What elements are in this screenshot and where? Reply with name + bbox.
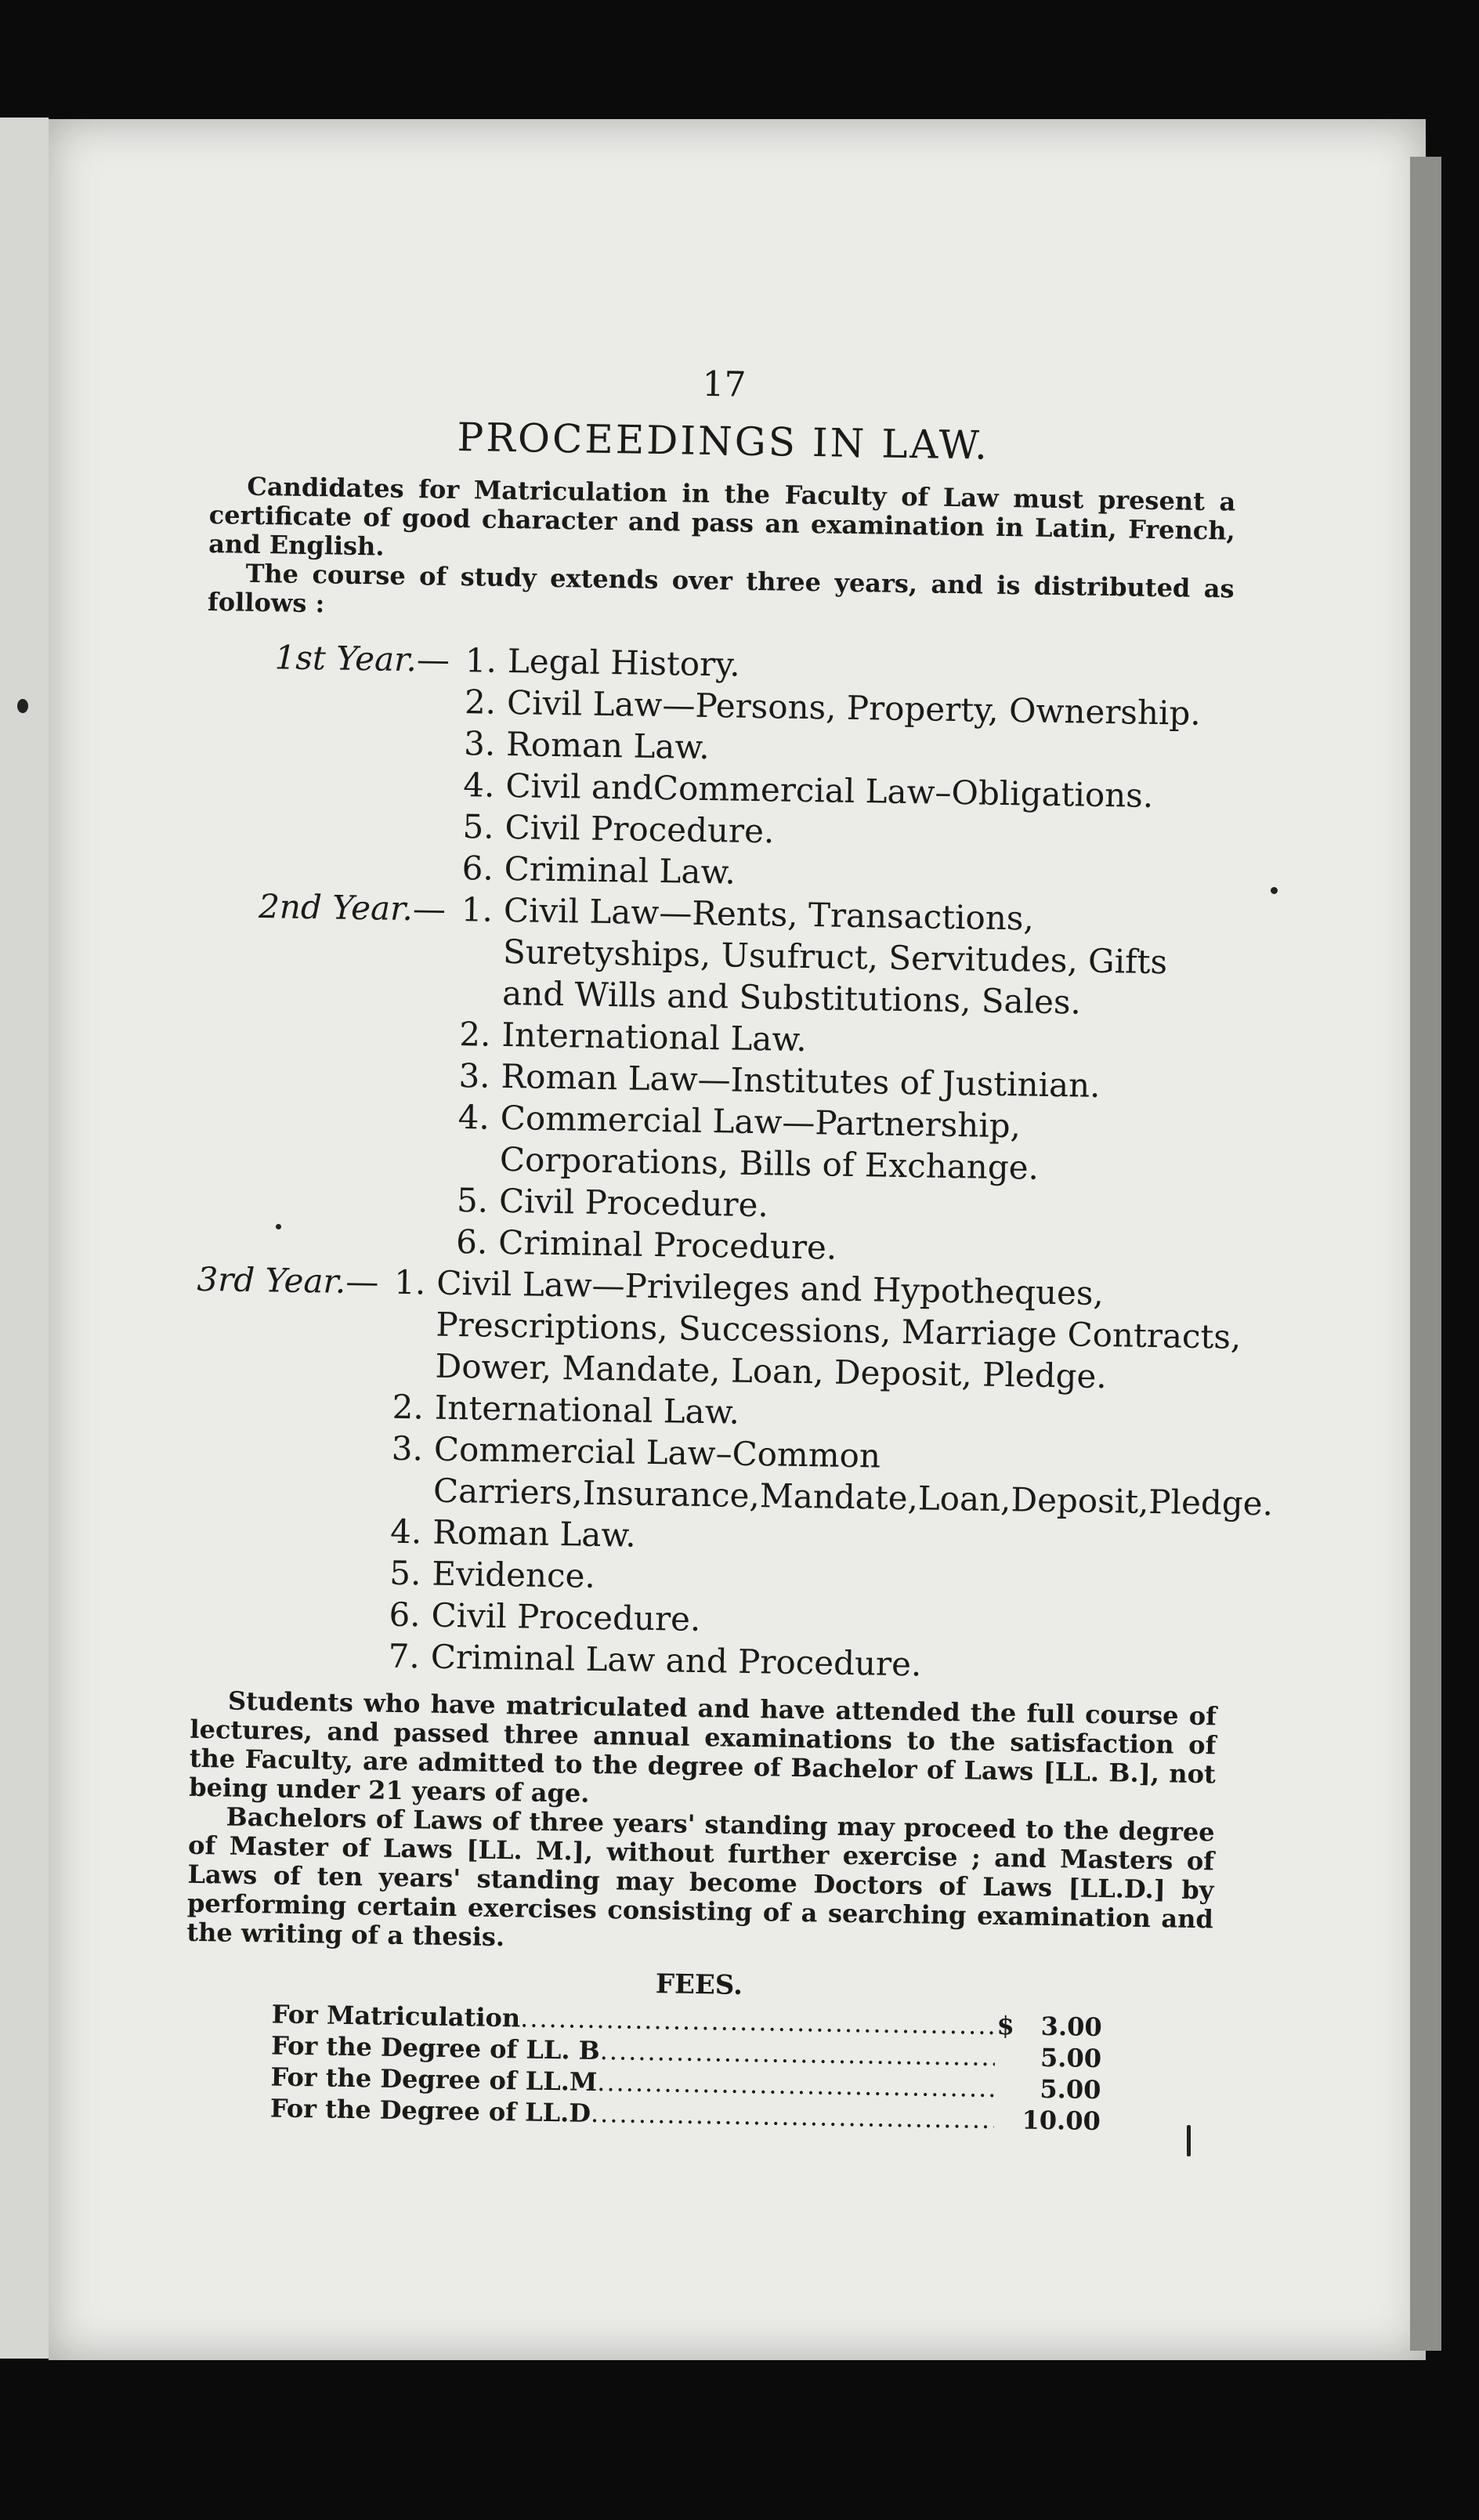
page-spine bbox=[0, 118, 49, 2359]
year-label: 2nd Year.— bbox=[258, 887, 447, 929]
course-list bbox=[442, 889, 1229, 1275]
year-block bbox=[191, 1258, 1274, 1690]
course-item: 6. Civil Procedure. bbox=[389, 1595, 701, 1639]
fees-heading: FEES. bbox=[655, 1968, 743, 2001]
page-right-edge bbox=[1410, 157, 1441, 2351]
course-item: 1. Civil Law—Rents, Transactions, Suretyships, Usufruct, Servitudes, Gifts and Wills and Substitutions, Sales. bbox=[461, 890, 1168, 1022]
course-item: 5. Evidence. bbox=[389, 1553, 596, 1595]
course-item: 6. Criminal Procedure. bbox=[455, 1222, 837, 1267]
course-item: 2. Civil Law—Persons, Property, Ownership. bbox=[464, 682, 1202, 733]
course-item: 3. Commercial Law–Common Carriers,Insurance,Mandate,Loan,Deposit,Pledge. bbox=[391, 1428, 1274, 1523]
course-item: 2. International Law. bbox=[458, 1015, 808, 1059]
closing-paragraph: Students who have matriculated and have attended the full course of lectures, and passed three annual examinations to the satisfaction of the Faculty, are admitted to the degree of Bachelor of Laws [LL. B.], not being under 21 years of age. bbox=[189, 1685, 1217, 1809]
course-item: 1. Civil Law—Privileges and Hypotheques, Prescriptions, Successions, Marriage Contracts, Dower, Mandate, Loan, Deposit, Pledge. bbox=[393, 1262, 1242, 1396]
year-label: 1st Year.— bbox=[274, 638, 450, 679]
course-item: 5. Civil Procedure. bbox=[456, 1181, 769, 1225]
course-list bbox=[447, 639, 1233, 901]
course-item: 5. Civil Procedure. bbox=[462, 807, 775, 851]
fee-row: For Matriculation ..... $ 3.00 bbox=[271, 1998, 1101, 2043]
course-item: 4. Civil andCommercial Law–Obligations. bbox=[462, 766, 1154, 815]
fee-row: For the Degree of LL. B ..... 5.00 bbox=[271, 2029, 1101, 2074]
curriculum bbox=[191, 635, 1274, 1689]
year-block bbox=[197, 885, 1229, 1275]
course-item: 4. Roman Law. bbox=[389, 1512, 637, 1555]
course-item: 1. Legal History. bbox=[465, 641, 741, 684]
year-label: 3rd Year.— bbox=[197, 1259, 379, 1302]
course-item: 2. International Law. bbox=[392, 1387, 740, 1432]
intro-paragraph: The course of study extends over three years, and is distributed as follows : bbox=[207, 558, 1235, 619]
page-content bbox=[184, 357, 1274, 2138]
course-item: 6. Criminal Law. bbox=[461, 849, 736, 892]
closing-paragraph: Bachelors of Laws of three years' standing may proceed to the degree of Master of Laws [LL. M.], without further exercise ; and Masters of Laws of ten years' standing may become Doctors of Laws [LL.D.] by performing certain exercises consisting of a searching examination and the writing of a thesis. bbox=[186, 1801, 1215, 1953]
page-title: PROCEEDINGS IN LAW. bbox=[457, 414, 990, 469]
course-item: 7. Criminal Law and Procedure. bbox=[388, 1636, 922, 1684]
intro-paragraph: Candidates for Matriculation in the Faculty of Law must present a certificate of good character and pass an examination in Latin, French, and English. bbox=[208, 471, 1236, 562]
ink-speck bbox=[1271, 887, 1278, 894]
fee-row: For the Degree of LL.M ..... 5.00 bbox=[270, 2061, 1101, 2105]
year-block bbox=[203, 635, 1233, 901]
course-item: 3. Roman Law—Institutes of Justinian. bbox=[458, 1056, 1101, 1105]
course-item: 4. Commercial Law—Partnership, Corporations, Bills of Exchange. bbox=[457, 1098, 1040, 1187]
course-item: 3. Roman Law. bbox=[463, 724, 711, 767]
fees-table bbox=[184, 1997, 1212, 2139]
fee-row: For the Degree of LL.D ..... 10.00 bbox=[270, 2092, 1101, 2137]
page-number: 17 bbox=[702, 364, 747, 405]
ink-speck bbox=[17, 699, 28, 713]
course-list bbox=[374, 1262, 1284, 1691]
